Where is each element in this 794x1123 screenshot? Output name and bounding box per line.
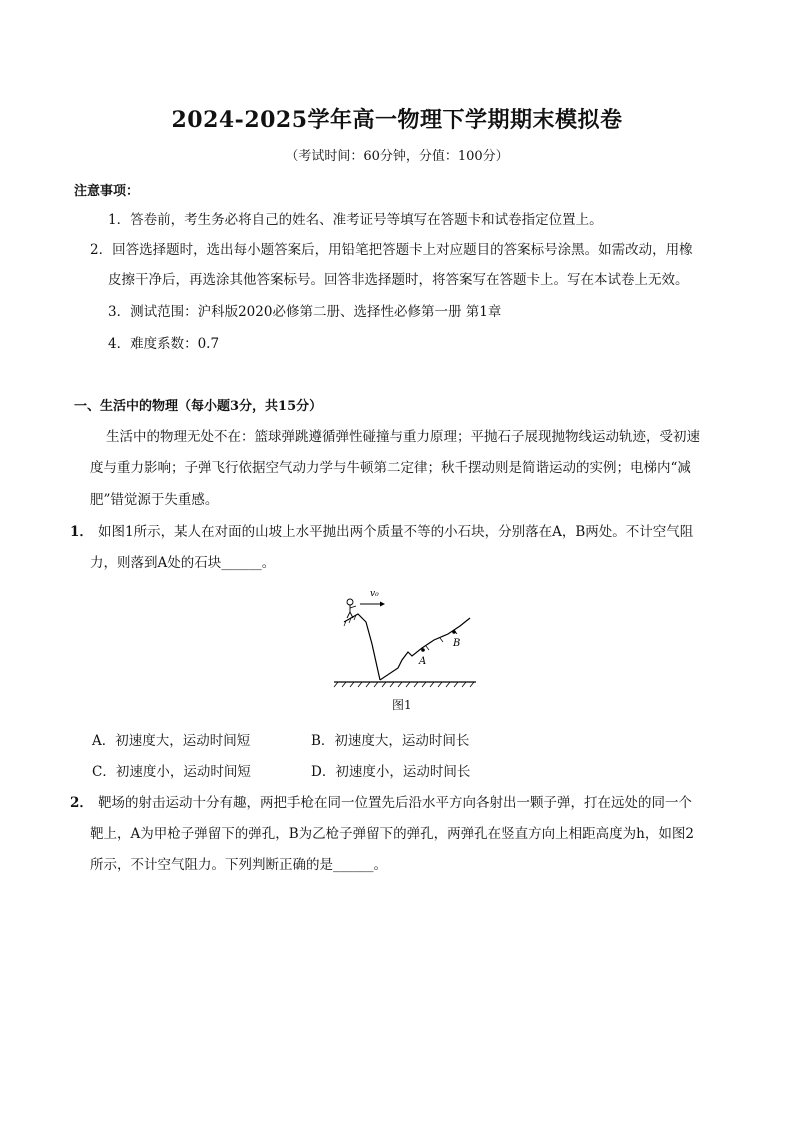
section-intro-line: 肥”错觉源于失重感。 xyxy=(90,492,219,508)
question-number: 1． xyxy=(70,524,93,540)
notice-heading: 注意事项： xyxy=(74,184,140,199)
question-text: 靶场的射击运动十分有趣，两把手枪在同一位置先后沿水平方向各射出一颗子弹，打在远处的同一个 xyxy=(98,795,692,811)
section-intro-line: 度与重力影响；子弹飞行依据空气动力学与牛顿第二定律；秋千摆动则是简谐运动的实例；电梯内“减 xyxy=(90,460,691,476)
notice-item: 2．回答选择题时，选出每小题答案后，用铅笔把答题卡上对应题目的答案标号涂黑。如需改动，用橡 xyxy=(90,242,693,258)
point-a-label: A xyxy=(419,656,427,667)
notice-item-continued: 皮擦干净后，再选涂其他答案标号。回答非选择题时，将答案写在答题卡上。写在本试卷上无效。 xyxy=(108,272,689,288)
question-text: 所示，不计空气阻力。下列判断正确的是______。 xyxy=(90,857,387,873)
v0-label: v₀ xyxy=(370,589,379,599)
option-c: C．初速度小，运动时间短 xyxy=(92,764,251,780)
section-heading: 一、生活中的物理（每小题3分，共15分） xyxy=(74,399,323,414)
option-a: A．初速度大，运动时间短 xyxy=(92,733,251,749)
option-b: B．初速度大，运动时间长 xyxy=(311,733,470,749)
question-text: 靶上，A为甲枪子弹留下的弹孔，B为乙枪子弹留下的弹孔，两弹孔在竖直方向上相距高度为h，如图2 xyxy=(90,826,694,842)
question-text: 如图1所示，某人在对面的山坡上水平抛出两个质量不等的小石块，分别落在A，B两处。不计空气阻 xyxy=(98,524,694,540)
figure-1-diagram xyxy=(330,582,480,692)
section-intro-line: 生活中的物理无处不在：篮球弹跳遵循弹性碰撞与重力原理；平抛石子展现抛物线运动轨迹，受初速 xyxy=(106,429,700,445)
point-b-label: B xyxy=(453,638,461,649)
notice-item: 1．答卷前，考生务必将自己的姓名、准考证号等填写在答题卡和试卷指定位置上。 xyxy=(108,212,603,228)
exam-info: （考试时间：60分钟，分值：100分） xyxy=(285,149,509,164)
notice-item: 4．难度系数：0.7 xyxy=(108,336,220,352)
question-number: 2． xyxy=(70,795,93,811)
figure-caption: 图1 xyxy=(392,698,412,712)
notice-item: 3．测试范围：沪科版2020必修第二册、选择性必修第一册 第1章 xyxy=(108,304,502,320)
page-title: 2024-2025学年高一物理下学期期末模拟卷 xyxy=(171,107,623,133)
option-d: D．初速度小，运动时间长 xyxy=(311,764,471,780)
question-text: 力，则落到A处的石块______。 xyxy=(90,555,276,571)
